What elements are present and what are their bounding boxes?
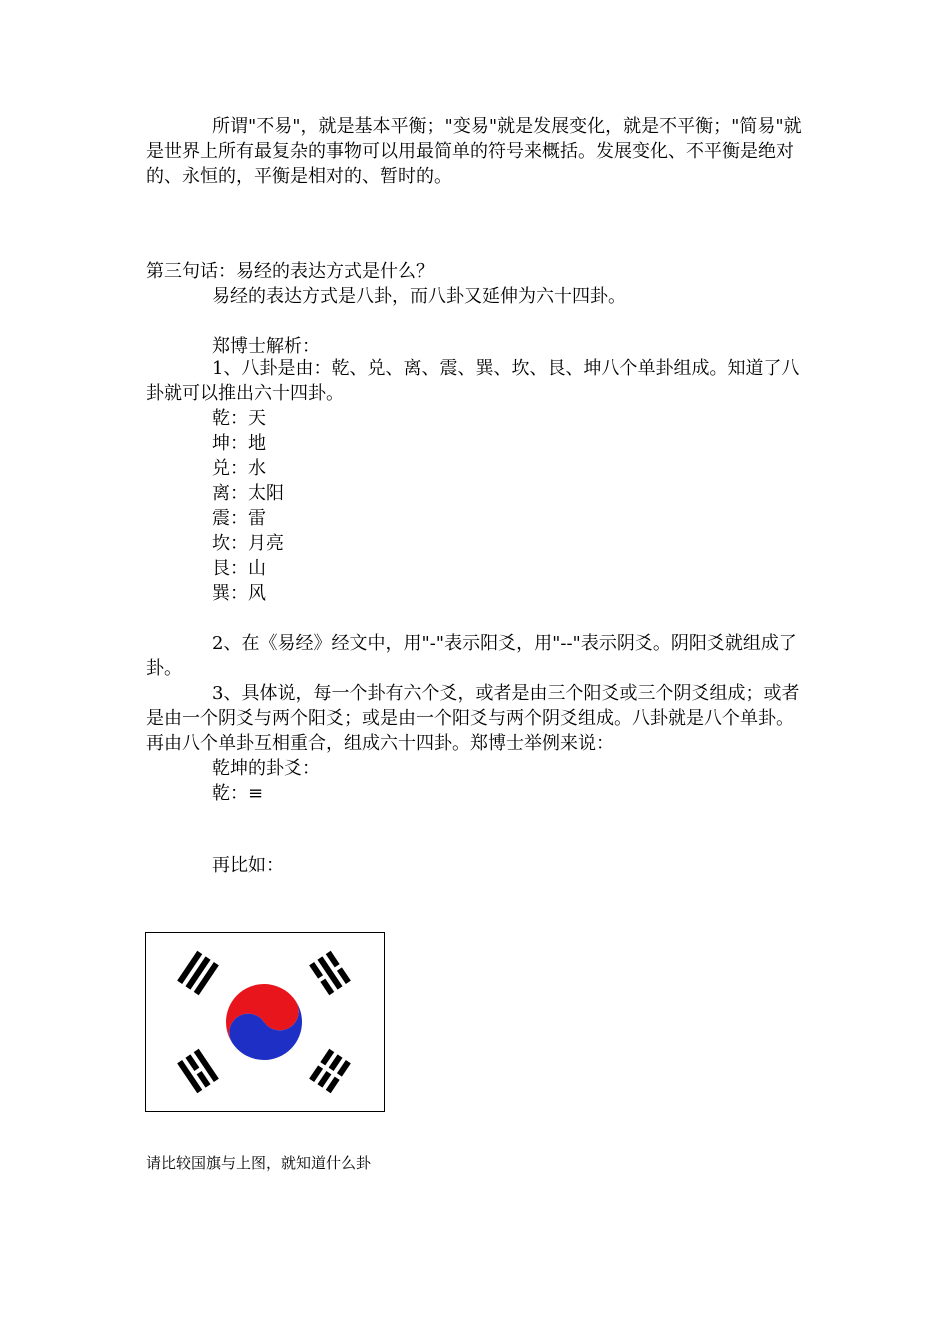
another-example-line: 再比如： — [212, 855, 284, 876]
qian-symbol-line: 乾：≡ — [212, 783, 264, 804]
point-one-paragraph: 1、八卦是由：乾、兑、离、震、巽、坎、艮、坤八个单卦组成。知道了八卦就可以推出六十四卦。 — [146, 358, 800, 404]
point-three-paragraph: 3、具体说，每一个卦有六个爻，或者是由三个阳爻或三个阴爻组成；或者是由一个阴爻与两个阳爻；或是由一个阳爻与两个阴爻组成。八卦就是八个单卦。再由八个单卦互相重合，组成六十四卦。郑博士举例来说： — [146, 683, 800, 754]
trigram-item-dui: 兑：水 — [212, 458, 266, 479]
korean-flag-image — [146, 933, 384, 1111]
point-two-paragraph: 2、在《易经》经文中，用"-"表示阳爻，用"--"表示阴爻。阴阳爻就组成了卦。 — [146, 633, 797, 679]
trigram-item-kan: 坎：月亮 — [212, 533, 284, 554]
question-three-heading: 第三句话：易经的表达方式是什么？ — [146, 261, 434, 282]
korean-flag-figure — [145, 932, 385, 1112]
question-three-answer: 易经的表达方式是八卦，而八卦又延伸为六十四卦。 — [212, 286, 626, 307]
analysis-heading: 郑博士解析： — [212, 336, 320, 357]
trigram-item-li: 离：太阳 — [212, 483, 284, 504]
trigram-item-xun: 巽：风 — [212, 583, 266, 604]
trigram-item-zhen: 震：雷 — [212, 508, 266, 529]
qiankun-heading: 乾坤的卦爻： — [212, 758, 320, 779]
trigram-item-qian: 乾：天 — [212, 408, 266, 429]
figure-caption: 请比较国旗与上图，就知道什么卦 — [146, 1154, 372, 1172]
intro-paragraph: 所谓"不易"，就是基本平衡；"变易"就是发展变化，就是不平衡；"简易"就是世界上所有最复杂的事物可以用最简单的符号来概括。发展变化、不平衡是绝对的、永恒的，平衡是相对的、暂时的。 — [146, 116, 802, 187]
trigram-item-kun: 坤：地 — [212, 433, 266, 454]
trigram-item-gen: 艮：山 — [212, 558, 266, 579]
